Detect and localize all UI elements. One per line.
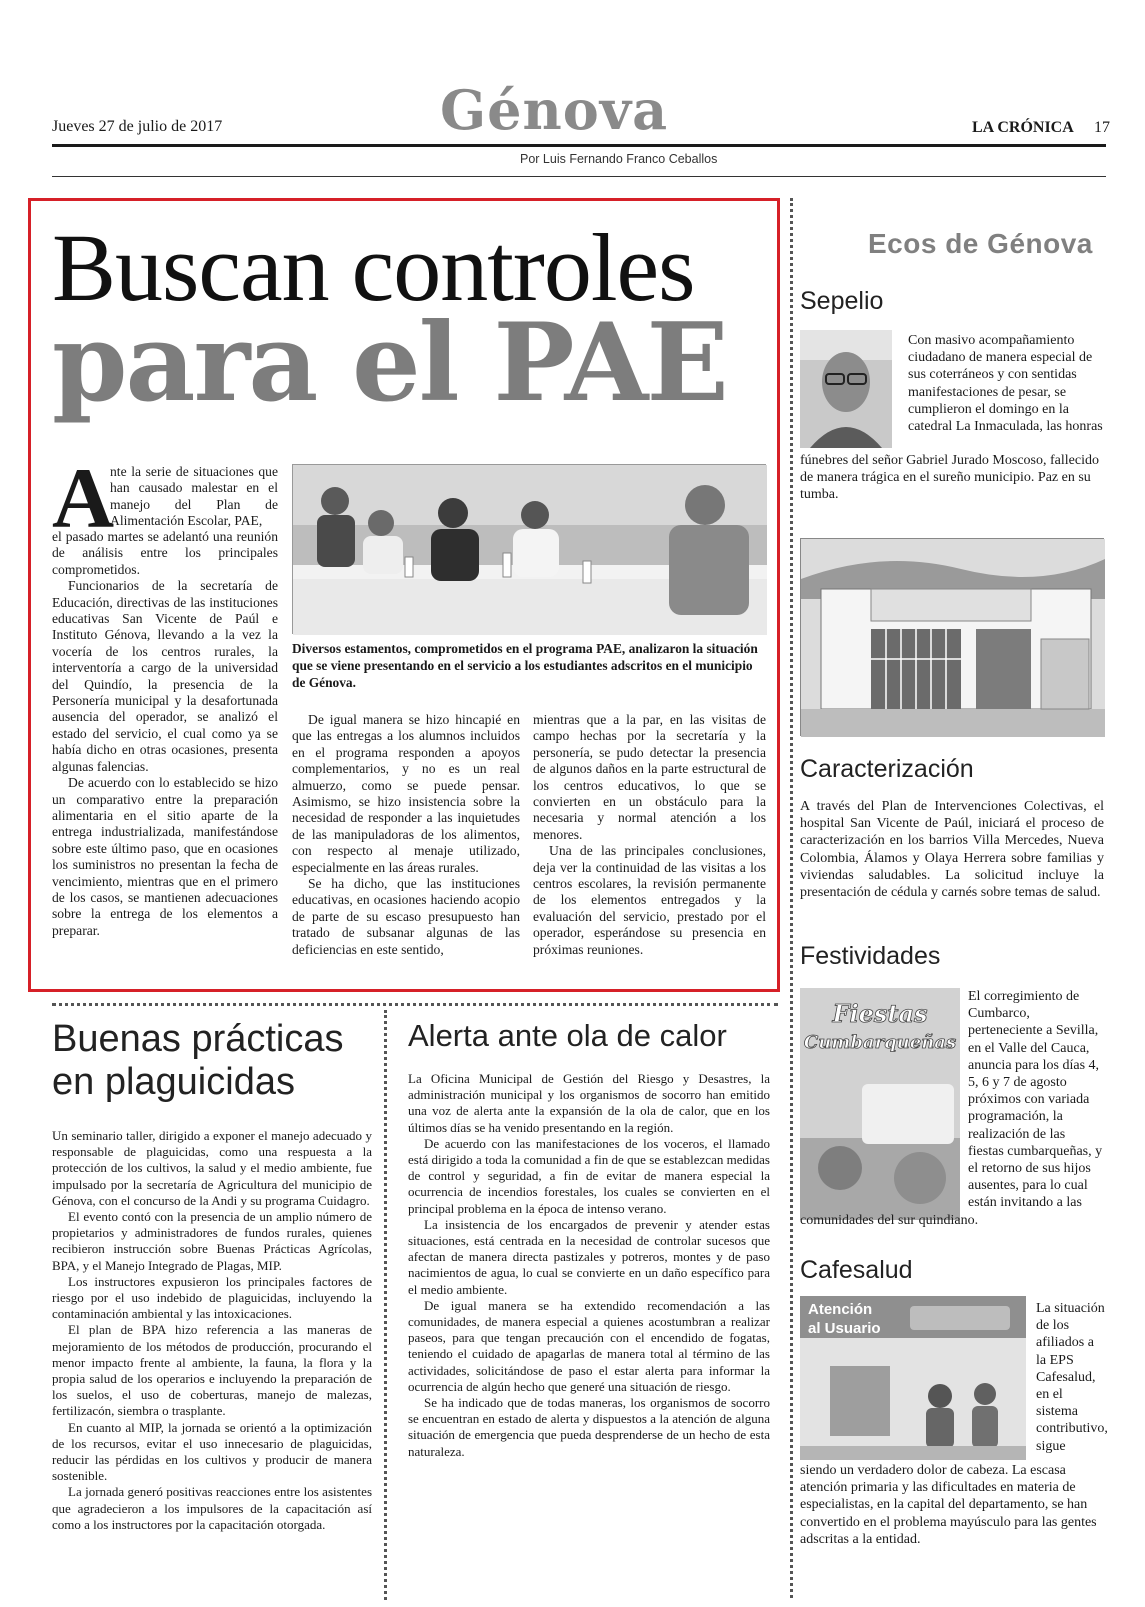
headline-line-2: para el PAE bbox=[52, 300, 727, 426]
cafesalud-text-continued: siendo un verdadero dolor de cabeza. La escasa atención primaria y las dificultades en materia de especialistas, en la capital del departamento, se han convertido en el problema mayúsculo para las gentes adscritas a la entidad. bbox=[800, 1463, 1097, 1547]
paragraph: De acuerdo con las manifestaciones de los voceros, el llamado está dirigido a toda la comunidad a fin de que se establezcan medidas de control y seguridad, a fin de evitar de manera especial la ocurrencia de incendios forestales, los cuales se convierten en el principal problema en la época de intenso verano. bbox=[408, 1135, 770, 1216]
paragraph: Un seminario taller, dirigido a exponer el manejo adecuado y responsable de plaguicidas, como una respuesta a la protección de los cultivos, la salud y el medio ambiente, fue impulsado por la secretaría de Agricultura del municipio de Génova, con el concurso de la Andi y su programa Cuidagro. bbox=[52, 1128, 372, 1208]
header-rule bbox=[52, 144, 1106, 147]
paragraph: Los instructores expusieron los principales factores de riesgo por el uso indebido de plaguicidas, incluyendo la contaminación ambiental y las intoxicaciones. bbox=[52, 1273, 372, 1322]
poster-title-text: Fiestas bbox=[832, 999, 928, 1028]
school-building-illustration bbox=[801, 539, 1105, 737]
cafesalud-text: La situación de los afiliados a la EPS Cafesalud, en el sistema contributivo, sigue bbox=[1036, 1301, 1108, 1454]
paragraph: El plan de BPA hizo referencia a las maneras de mejoramiento de los métodos de producción, procurando el menor impacto frente al ambiente, la fauna, la flora y la propia salud de los operarios e incluyendo la preparación de los suelos, el uso de coberturas, manejo de malezas, fertilizacón, siembra o trasplante. bbox=[52, 1322, 372, 1419]
paragraph: De acuerdo con lo establecido se hizo un comparativo entre la preparación alimentaria en el sitio aparte de la entrega industrializada, manifestándose sobre este último paso, que en ocasiones los suministros no presentan la fecha de vencimiento, mientras que en el primero de los casos, se mantienen adecuaciones sobre la entrega de los elementos a preparar. bbox=[52, 775, 278, 938]
cafesalud-office-illustration bbox=[800, 1296, 1026, 1460]
divider-dotted bbox=[52, 1003, 778, 1006]
sign-text-1: Atención bbox=[808, 1301, 873, 1318]
paragraph: La jornada generó positivas reacciones entre los asistentes que agradecieron a los impulsores de la capacitación así como a los instructores por la capacitación otorgada. bbox=[52, 1484, 372, 1532]
article-column-1 bbox=[52, 529, 278, 939]
photo-caption: Diversos estamentos, comprometidos en el programa PAE, analizaron la situación que se viene presentando en el servicio a los estudiantes adscritos en el municipio de Génova. bbox=[292, 641, 758, 690]
page-number: 17 bbox=[1094, 119, 1110, 136]
paragraph: mientras que a la par, en las visitas de campo hechas por la secretaría y la personería, se pudo detectar la presencia de algunos daños en la parte estructural de los centros educativos, lo que se convierten en un obstáculo para la necesaria y normal atención a los menores. bbox=[533, 712, 766, 842]
caracterizacion-text: A través del Plan de Intervenciones Colectivas, el hospital San Vicente de Paúl, iniciará el proceso de caracterización en los barrios Villa Mercedes, Nueva Colombia, Álamos y Olaya Herrera sobre familias y viviendas saludables. La solicitud incluye la presentación de cédula y carnés sobre temas de salud. bbox=[800, 799, 1104, 901]
paragraph: Se ha indicado que de todas maneras, los organismos de socorro se encuentran en estado de alerta y dispuestos a la atención de alguna situación de emergencia que pueda desprenderse de un hecho de esta naturaleza. bbox=[408, 1395, 770, 1459]
article-body-plaguicidas bbox=[52, 1128, 372, 1533]
sidebar-heading-festividades: Festividades bbox=[800, 942, 941, 970]
lead-text-continued: el pasado martes se adelantó una reunión de análisis entre los principales comprometidos. bbox=[52, 529, 278, 577]
lead-paragraph-start bbox=[110, 464, 278, 530]
sign-text-2: al Usuario bbox=[808, 1320, 881, 1337]
issue-date: Jueves 27 de julio de 2017 bbox=[52, 118, 223, 135]
sidebar-heading-sepelio: Sepelio bbox=[800, 287, 884, 315]
section-title: Génova bbox=[440, 78, 669, 142]
festival-poster-illustration bbox=[800, 988, 960, 1220]
festividades-text-continued: comunidades del sur quindiano. bbox=[800, 1213, 979, 1228]
festival-poster bbox=[800, 988, 960, 1220]
article-column-3 bbox=[533, 712, 766, 958]
festividades-text: El corregimiento de Cumbarco, perteneciente a Sevilla, en el Valle del Cauca, anuncia para los días 4, 5, 6 y 7 de agosto próximos con variada programación, la realización de las fiestas cumbarqueñas, y el retorno de sus hijos ausentes, para lo cual están invitando a las bbox=[968, 989, 1103, 1211]
paragraph: La Oficina Municipal de Gestión del Riesgo y Desastres, la administración municipal y los organismos de socorro han emitido una voz de alerta ante la expansión de la ola de calor, que en los últimos días se ha venido presentando en la región. bbox=[408, 1071, 770, 1135]
school-building-photo bbox=[800, 538, 1104, 736]
cafesalud-office-photo bbox=[800, 1296, 1026, 1460]
sidebar-heading-cafesalud: Cafesalud bbox=[800, 1256, 913, 1284]
paragraph: De igual manera se hizo hincapié en que las entregas a los alumnos incluidos en el programa responden a apoyos complementarios, y no es un real almuerzo, como se puede pensar. Asimismo, se hizo insistencia sobre la necesidad de responder a las inquietudes de las manipuladoras de los alimentos, con respecto al menaje utilizado, especialmente en las áreas rurales. bbox=[292, 712, 520, 875]
article-body-alerta bbox=[408, 1071, 770, 1460]
paragraph: Una de las principales conclusiones, deja ver la continuidad de las visitas a los centros escolares, la revisión permanente de los elementos entregados y la evaluación del servicio, prestado por el operador, esperándose su presencia en próximas reuniones. bbox=[533, 843, 766, 957]
paragraph: De igual manera se ha extendido recomendación a las comunidades, de manera especial a quienes acostumbran a realizar paseos, para que tengan precaución con el encendido de fogatas, teniendo el cuidado de apagarlas de manera total al término de las actividades, solicitándose de paso el estar alerta para informar la ocurrencia de algún hecho que generé una situación de riesgo. bbox=[408, 1297, 770, 1394]
title-text: Buenas prácticas en plaguicidas bbox=[52, 1018, 344, 1103]
poster-title-text-2: Cumbarqueñas bbox=[803, 1032, 957, 1053]
divider-dotted-vertical bbox=[384, 1010, 387, 1600]
paragraph: En cuanto al MIP, la jornada se orientó a la optimización de los recursos, evitar el uso innecesario de plaguicidas, reducir las pérdidas en los cultivos y producir de manera sostenible. bbox=[52, 1419, 372, 1484]
lead-text: nte la serie de situaciones que han causado malestar en el manejo del Plan de Alimentación Escolar, PAE, bbox=[110, 464, 278, 529]
newspaper-name: LA CRÓNICA bbox=[972, 119, 1074, 136]
byline: Por Luis Fernando Franco Ceballos bbox=[520, 152, 718, 166]
header-rule-thin bbox=[52, 176, 1106, 177]
paragraph: La insistencia de los encargados de prevenir y atender estas situaciones, está centrada en la necesidad de controlar sucesos que afectan de manera directa pastizales y potreros, montes y de paso nacimientos de agua, lo cual se convierte en un daño específico para el medio ambiente. bbox=[408, 1216, 770, 1297]
drop-cap: A bbox=[52, 450, 115, 546]
portrait-photo bbox=[800, 330, 892, 448]
paragraph: Funcionarios de la secretaría de Educación, directivas de las instituciones educativas San Vicente de Paúl e Instituto Génova, llevando a la vez la vocería de los centros rurales, la interventoría a cargo de la universidad del Quindío, la presencia de la Personería municipal y la desafortunada ausencia del operador, se analizó el estado del servicio, el cual como ya se había dicho en otras ocasiones, presenta algunas falencias. bbox=[52, 578, 278, 774]
paragraph: El evento contó con la presencia de un amplio número de propietarios y administradores de fundos rurales, quienes recibieron instrucción sobre Buenas Prácticas Agrícolas, BPA, y el Manejo Integrado de Plagas, MIP. bbox=[52, 1209, 372, 1273]
sepelio-text: Con masivo acompañamiento ciudadano de manera especial de sus coterráneos y con sentidas manifestaciones de pesar, se cumplieron el domingo en la catedral La Inmaculada, las honras bbox=[908, 333, 1103, 435]
sidebar-heading-caracterizacion: Caracterización bbox=[800, 755, 974, 783]
sepelio-text-continued: fúnebres del señor Gabriel Jurado Moscoso, fallecido de manera trágica en el sureño municipio. Paz en su tumba. bbox=[800, 453, 1099, 503]
article-title-plaguicidas bbox=[52, 1018, 372, 1104]
meeting-photo-illustration bbox=[293, 465, 767, 635]
headline-line-1: Buscan controles bbox=[52, 214, 695, 321]
article-title-alerta: Alerta ante ola de calor bbox=[408, 1018, 727, 1053]
portrait-illustration bbox=[800, 330, 892, 448]
paragraph: Se ha dicho, que las instituciones educativas, en ocasiones haciendo acopio de parte de su escaso presupuesto han tratado de subsanar algunas de las deficiencias en este sentido, bbox=[292, 876, 520, 957]
meeting-photo bbox=[292, 464, 766, 634]
sidebar-title: Ecos de Génova bbox=[868, 228, 1093, 259]
sidebar-divider-dotted bbox=[790, 198, 793, 1598]
article-column-2 bbox=[292, 712, 520, 958]
